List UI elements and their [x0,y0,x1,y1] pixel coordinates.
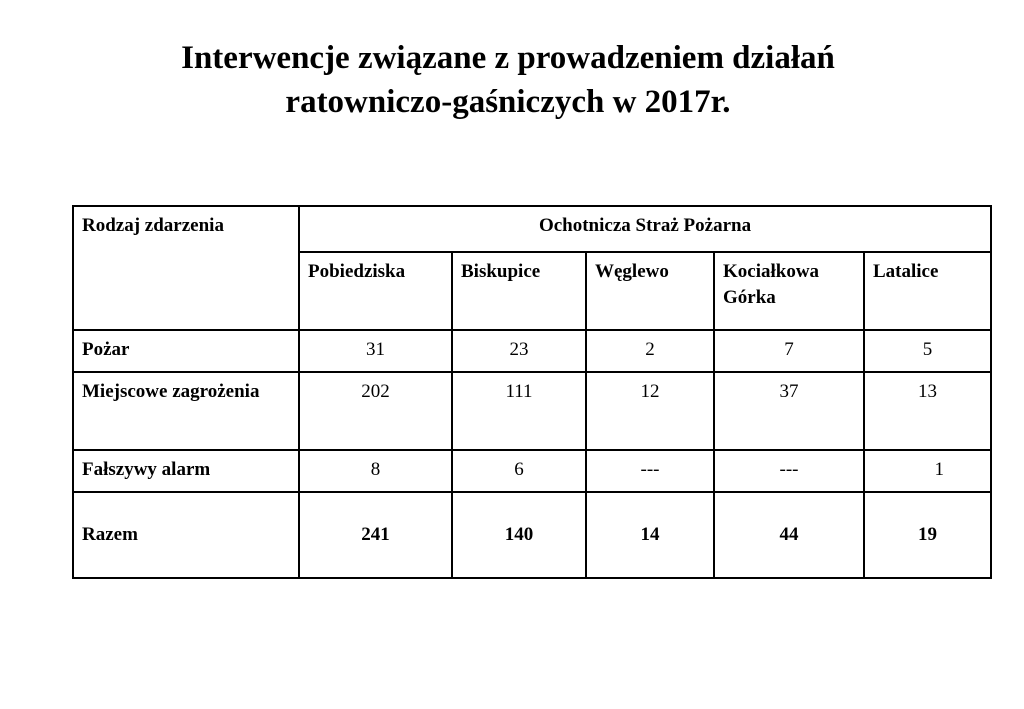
table-row [73,450,991,492]
table-cell: --- [714,450,864,492]
row-label-falszywy-alarm: Fałszywy alarm [73,450,299,492]
table-cell: 13 [864,372,991,450]
table-cell: 7 [714,330,864,372]
table-cell: 31 [299,330,452,372]
total-cell: 140 [452,492,586,578]
table-cell: 111 [452,372,586,450]
table-cell: 1 [864,450,991,492]
table-cell: 5 [864,330,991,372]
group-header-cell: Ochotnicza Straż Pożarna [299,206,991,252]
total-cell: 44 [714,492,864,578]
table-cell: 23 [452,330,586,372]
unit-header-weglewo: Węglewo [586,252,714,330]
table-header-row [73,206,991,252]
table-cell: --- [586,450,714,492]
total-cell: 241 [299,492,452,578]
unit-header-kocialkowa-gorka: Kociałkowa Górka [714,252,864,330]
row-label-miejscowe-zagrozenia: Miejscowe zagrożenia [73,372,299,450]
row-label-pozar: Pożar [73,330,299,372]
table-cell: 12 [586,372,714,450]
unit-header-pobiedziska: Pobiedziska [299,252,452,330]
row-label-razem: Razem [73,492,299,578]
table-row [73,330,991,372]
total-row [73,492,991,578]
table-cell: 202 [299,372,452,450]
unit-header-latalice: Latalice [864,252,991,330]
table-cell: 37 [714,372,864,450]
interventions-table [72,205,992,579]
table-row [73,372,991,450]
row-header-cell: Rodzaj zdarzenia [73,206,299,330]
total-cell: 19 [864,492,991,578]
document-title [0,36,1016,124]
unit-header-biskupice: Biskupice [452,252,586,330]
table-cell: 6 [452,450,586,492]
table-cell: 8 [299,450,452,492]
table-cell: 2 [586,330,714,372]
total-cell: 14 [586,492,714,578]
title-line-2: ratowniczo-gaśniczych w 2017r. [285,84,731,120]
title-line-1: Interwencje związane z prowadzeniem działań [181,40,835,76]
